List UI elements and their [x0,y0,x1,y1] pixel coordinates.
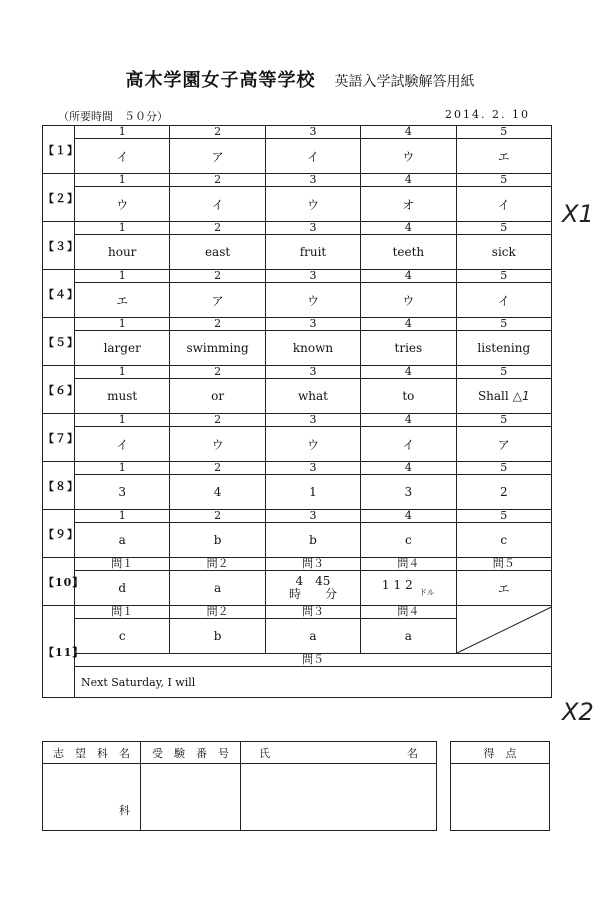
item-number: 5 [456,270,551,283]
question-number-row [43,222,552,235]
answer-value: ア [497,437,510,452]
question-label: 【４】 [43,270,75,318]
answer-cell[interactable] [75,331,170,366]
answer-cell[interactable] [456,139,551,174]
answer-cell[interactable] [361,571,456,606]
item-number: 5 [456,126,551,139]
field-department-input[interactable] [43,764,141,831]
item-number: 4 [361,462,456,475]
item-number: 3 [265,510,360,523]
answer-value: hour [107,245,137,259]
item-number: 2 [170,318,265,331]
answer-value: エ [497,581,510,596]
question-number-row [43,270,552,283]
answer-value: 4 45 [295,574,331,588]
question-label: 【２】 [43,174,75,222]
question-number-row [43,414,552,427]
page-title [0,66,600,92]
answer-cell[interactable] [265,571,360,606]
time-note: （所要時間 ５０分） [58,110,168,123]
item-number: 2 [170,462,265,475]
answer-value: ウ [211,437,224,452]
answer-value: エ [497,149,510,164]
question-number-row [43,174,552,187]
item-number: 問１ [75,606,170,619]
answer-row [43,475,552,510]
answer-value: a [118,533,126,547]
question-number-row [43,654,552,667]
answer-cell[interactable] [265,331,360,366]
answer-value: 112 [381,578,417,592]
answer-value: ウ [306,437,319,452]
answer-value: tries [394,341,423,355]
answer-value: ウ [402,149,415,164]
answer-cell[interactable] [75,139,170,174]
item-number: 1 [75,174,170,187]
item-number: 5 [456,318,551,331]
question-label: 【６】 [43,366,75,414]
answer-row [43,427,552,462]
answer-cell[interactable] [265,523,360,558]
answer-cell[interactable] [456,235,551,270]
field-name-label-a: 氏 [259,746,270,760]
answer-cell[interactable] [361,187,456,222]
item-number: 問５ [75,654,552,667]
answer-cell[interactable] [361,475,456,510]
item-number: 4 [361,510,456,523]
answer-value: d [118,581,127,595]
item-number: 1 [75,222,170,235]
item-number: 問３ [265,558,360,571]
answer-cell[interactable] [170,283,265,318]
answer-value: c [405,533,412,547]
school-name: 高木学園女子高等学校 [125,70,316,91]
answer-cell[interactable] [361,523,456,558]
answer-value: イ [402,437,415,452]
answer-cell[interactable] [456,283,551,318]
answer-value: 4 [213,485,222,499]
answer-cell[interactable] [75,619,170,654]
answer-unit: 時 分 [288,587,337,601]
answer-value: to [402,389,415,403]
question-number-row [43,366,552,379]
item-number: 5 [456,510,551,523]
answer-value: イ [116,149,129,164]
answer-row [43,571,552,606]
answer-row [43,139,552,174]
score-label: 得 点 [451,742,550,764]
item-number: 1 [75,510,170,523]
field-name-label [241,742,437,764]
answer-cell[interactable] [456,571,551,606]
answer-value: Shall [477,389,509,403]
answer-value: イ [497,293,510,308]
question-number-row [43,558,552,571]
question-label: 【３】 [43,222,75,270]
question-number-row [43,126,552,139]
answer-value: a [309,629,317,643]
question-number-row [43,606,552,619]
item-number: 5 [456,174,551,187]
answer-value: Next Saturday, I will [81,675,196,689]
item-number: 4 [361,318,456,331]
answer-cell[interactable] [361,235,456,270]
answer-value: イ [306,149,319,164]
field-exam-number-label: 受 験 番 号 [141,742,241,764]
question-label: 【11】 [43,606,75,698]
answer-value: teeth [392,245,425,259]
question-label: 【１】 [43,126,75,174]
item-number: 問２ [170,606,265,619]
item-number: 2 [170,126,265,139]
item-number: 1 [75,366,170,379]
item-number: 4 [361,222,456,235]
answer-value: イ [116,437,129,452]
free-answer-cell[interactable] [75,667,552,698]
item-number: 問４ [361,606,456,619]
answer-value: sick [491,245,516,259]
answer-value: must [107,389,138,403]
answer-value: fruit [299,245,327,259]
item-number: 2 [170,174,265,187]
answer-unit: ドル [418,588,435,597]
answer-cell[interactable] [361,379,456,414]
answer-row [43,667,552,698]
applicant-info-table [42,741,437,831]
margin-mark-1: X1 [562,200,594,228]
answer-value: エ [116,293,129,308]
answer-cell[interactable] [265,475,360,510]
item-number: 問３ [265,606,360,619]
sheet-title: 英語入学試験解答用紙 [334,74,475,90]
answer-cell[interactable] [456,331,551,366]
item-number: 3 [265,174,360,187]
item-number: 3 [265,222,360,235]
item-number: 4 [361,414,456,427]
answer-value: what [297,389,328,403]
answer-value: c [118,629,126,643]
item-number: 5 [456,414,551,427]
answer-cell[interactable] [361,619,456,654]
answer-value: b [213,533,222,547]
answer-cell[interactable] [170,523,265,558]
answer-value: c [500,533,508,547]
slash-line [457,607,551,653]
margin-mark-2: X2 [562,698,594,726]
answer-cell[interactable] [170,187,265,222]
item-number: 1 [75,270,170,283]
answer-cell[interactable] [170,235,265,270]
field-exam-number-input[interactable] [141,764,241,831]
answer-cell[interactable] [265,379,360,414]
answer-value: known [292,341,334,355]
answer-value: オ [402,197,415,212]
answer-cell[interactable] [75,379,170,414]
answer-value: east [204,245,231,259]
answer-cell[interactable] [456,523,551,558]
answer-cell[interactable] [265,427,360,462]
exam-date: 2014. 2. 10 [445,108,530,121]
answer-cell[interactable] [75,283,170,318]
answer-value: イ [211,197,224,212]
question-label: 【９】 [43,510,75,558]
answer-cell[interactable] [75,427,170,462]
question-label: 【５】 [43,318,75,366]
item-number: 3 [265,126,360,139]
answer-value: イ [497,197,510,212]
answer-cell[interactable] [265,619,360,654]
answer-value: a [404,629,412,643]
answer-row [43,187,552,222]
answer-cell[interactable] [456,187,551,222]
answer-cell[interactable] [265,139,360,174]
item-number: 2 [170,510,265,523]
question-label: 【７】 [43,414,75,462]
answer-row [43,523,552,558]
question-label: 【10】 [43,558,75,606]
field-department-label: 志 望 科 名 [43,742,141,764]
answer-cell[interactable] [170,379,265,414]
answer-row [43,379,552,414]
item-number: 3 [265,318,360,331]
item-number: 1 [75,318,170,331]
answer-cell[interactable] [75,235,170,270]
question-number-row [43,510,552,523]
item-number: 3 [265,414,360,427]
answer-row [43,331,552,366]
item-number: 3 [265,462,360,475]
answer-row [43,283,552,318]
answer-cell[interactable] [265,235,360,270]
answer-cell[interactable] [265,283,360,318]
item-number: 2 [170,270,265,283]
item-number: 2 [170,222,265,235]
question-number-row [43,318,552,331]
answer-cell[interactable] [361,283,456,318]
item-number: 問２ [170,558,265,571]
answer-value: 3 [404,485,413,499]
field-name-input[interactable] [241,764,437,831]
field-department-suffix: 科 [119,804,130,817]
item-number: 5 [456,366,551,379]
answer-value: larger [103,341,141,355]
item-number: 2 [170,414,265,427]
answer-cell[interactable] [170,475,265,510]
question-number-row [43,462,552,475]
item-number: 3 [265,366,360,379]
answer-cell[interactable] [170,619,265,654]
item-number: 問５ [456,558,551,571]
answer-value: swimming [186,341,249,355]
answer-cell[interactable] [361,139,456,174]
item-number: 3 [265,270,360,283]
answer-cell[interactable] [75,187,170,222]
answer-value: ア [211,149,224,164]
item-number: 1 [75,126,170,139]
answer-value: b [309,533,317,547]
item-number: 1 [75,414,170,427]
answer-value: 2 [499,485,508,499]
answer-row [43,235,552,270]
item-number: 4 [361,366,456,379]
answer-cell[interactable] [75,571,170,606]
field-name-label-b: 名 [407,746,418,760]
answer-grid [42,125,552,698]
answer-cell[interactable] [456,379,551,414]
answer-value: ア [211,293,224,308]
answer-value: ウ [306,293,319,308]
answer-value: 3 [118,485,127,499]
item-number: 4 [361,270,456,283]
answer-cell[interactable] [170,427,265,462]
item-number: 5 [456,222,551,235]
answer-value: 1 [309,485,317,499]
item-number: 1 [75,462,170,475]
answer-cell[interactable] [456,427,551,462]
question-label: 【８】 [43,462,75,510]
item-number: 2 [170,366,265,379]
score-input[interactable] [451,764,550,831]
answer-cell[interactable] [361,331,456,366]
answer-value: b [213,629,222,643]
answer-cell[interactable] [75,523,170,558]
answer-cell[interactable] [170,571,265,606]
answer-cell[interactable] [456,475,551,510]
answer-value: ウ [116,197,129,212]
answer-value: ウ [306,197,319,212]
item-number: 問１ [75,558,170,571]
item-number: 問４ [361,558,456,571]
answer-value: listening [477,341,531,355]
answer-value: or [211,389,225,403]
blank-slashed-cell [456,606,551,654]
answer-cell[interactable] [170,139,265,174]
item-number: 4 [361,174,456,187]
partial-credit-mark: △1 [512,389,530,403]
answer-cell[interactable] [75,475,170,510]
answer-cell[interactable] [361,427,456,462]
item-number: 4 [361,126,456,139]
score-table [450,741,550,831]
answer-cell[interactable] [170,331,265,366]
answer-cell[interactable] [265,187,360,222]
answer-value: ウ [402,293,415,308]
item-number: 5 [456,462,551,475]
answer-value: a [214,581,222,595]
